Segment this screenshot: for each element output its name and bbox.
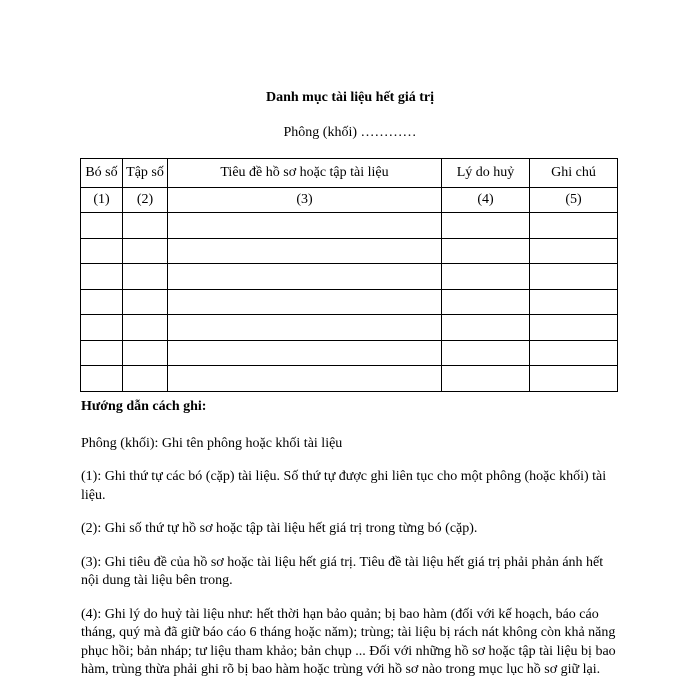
table-row — [81, 213, 618, 239]
instruction-paragraph: (3): Ghi tiêu đề của hồ sơ hoặc tài liệu hết giá trị. Tiêu đề tài liệu hết giá trị phải phản ánh hết nội dung tài liệu bên trong. — [81, 554, 604, 588]
table-cell — [168, 264, 442, 290]
column-number: (4) — [442, 188, 530, 213]
table-cell — [530, 264, 618, 290]
table-cell — [168, 315, 442, 341]
table-cell — [123, 340, 168, 366]
table-row — [81, 264, 618, 290]
table-cell — [530, 238, 618, 264]
table-cell — [442, 366, 530, 392]
table-cell — [168, 289, 442, 315]
table-cell — [168, 238, 442, 264]
table-row — [81, 315, 618, 341]
table-cell — [81, 366, 123, 392]
table-cell — [442, 264, 530, 290]
table-cell — [81, 340, 123, 366]
table-cell — [81, 213, 123, 239]
table-cell — [168, 340, 442, 366]
table-header-row — [81, 159, 618, 188]
table-row — [81, 238, 618, 264]
table-cell — [123, 366, 168, 392]
table-column-number-row — [81, 188, 618, 213]
table-row — [81, 289, 618, 315]
table-row — [81, 366, 618, 392]
instructions-heading: Hướng dẫn cách ghi: — [81, 399, 207, 414]
table-cell — [442, 315, 530, 341]
table-cell — [123, 213, 168, 239]
header-bundle-no: Bó số — [81, 159, 123, 188]
header-destroy-reason: Lý do huỷ — [442, 159, 530, 188]
table-cell — [123, 238, 168, 264]
instructions-section — [81, 398, 621, 695]
table-cell — [123, 289, 168, 315]
table-cell — [442, 238, 530, 264]
instruction-paragraph: (4): Ghi lý do huỷ tài liệu như: hết thời hạn bảo quản; bị bao hàm (đối với kế hoạch, báo cáo tháng, quý mà đã giữ báo cáo 6 tháng hoặc năm); trùng; tài liệu bị rách nát không còn khả năng phục hồi; bản nháp; tư liệu tham khảo; bản chụp ... Đối với những hồ sơ hoặc tập tài liệu bị bao hàm, trùng thừa phải ghi rõ bị bao hàm hoặc trùng với hồ sơ nào trong mục lục hồ sơ giữ lại. — [81, 606, 616, 677]
header-file-no: Tập số — [123, 159, 168, 188]
table-cell — [123, 264, 168, 290]
table-cell — [442, 213, 530, 239]
table-cell — [81, 315, 123, 341]
header-note: Ghi chú — [530, 159, 618, 188]
column-number: (3) — [168, 188, 442, 213]
table-cell — [530, 366, 618, 392]
header-file-title: Tiêu đề hồ sơ hoặc tập tài liệu — [168, 159, 442, 188]
table-cell — [168, 366, 442, 392]
column-number: (1) — [81, 188, 123, 213]
table-cell — [442, 340, 530, 366]
table-cell — [81, 264, 123, 290]
document-title: Danh mục tài liệu hết giá trị — [266, 90, 434, 105]
table-cell — [442, 289, 530, 315]
table-cell — [530, 213, 618, 239]
column-number: (2) — [123, 188, 168, 213]
column-number: (5) — [530, 188, 618, 213]
table-cell — [168, 213, 442, 239]
instruction-paragraph: (1): Ghi thứ tự các bó (cặp) tài liệu. Số thứ tự được ghi liên tục cho một phông (hoặc khối) tài liệu. — [81, 469, 607, 503]
table-cell — [530, 340, 618, 366]
table-cell — [123, 315, 168, 341]
instruction-paragraph: Phông (khối): Ghi tên phông hoặc khối tài liệu — [81, 435, 343, 451]
table-cell — [530, 289, 618, 315]
table-cell — [81, 289, 123, 315]
document-subtitle: Phông (khối) ………… — [283, 125, 417, 140]
document-list-table — [80, 158, 618, 392]
table-cell — [530, 315, 618, 341]
instruction-paragraph: (2): Ghi số thứ tự hồ sơ hoặc tập tài liệu hết giá trị trong từng bó (cặp). — [81, 521, 478, 536]
table-row — [81, 340, 618, 366]
table-cell — [81, 238, 123, 264]
